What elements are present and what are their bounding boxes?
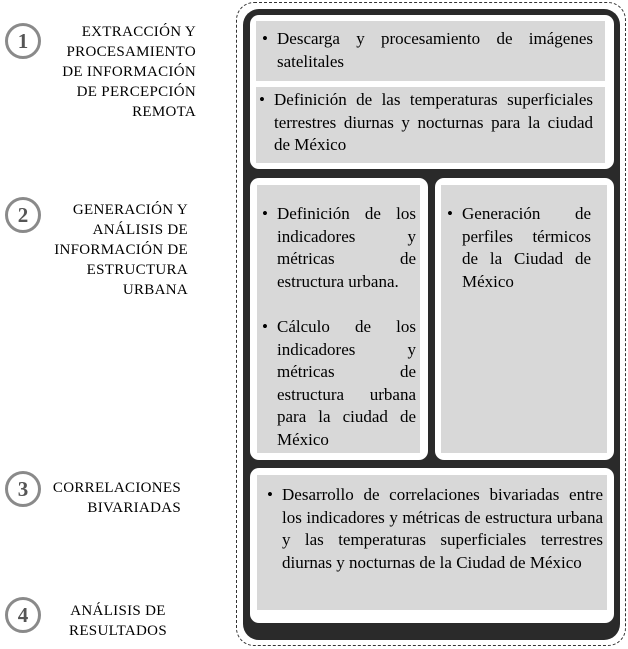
step-3-circle <box>5 471 41 507</box>
bullet-icon: • <box>267 485 273 504</box>
bullet-icon: • <box>262 204 268 223</box>
step-1-number: 1 <box>17 28 29 53</box>
step-4-number: 4 <box>17 602 29 627</box>
step-2-label: GENERACIÓN Y ANÁLISIS DE INFORMACIÓN DE ESTRUCTURA URBANA <box>54 202 188 298</box>
bullet-icon: • <box>262 317 268 336</box>
box-surface-temperatures: • Definición de las temperaturas superficiales terrestres diurnas y nocturnas para la ciudad de México <box>256 87 605 163</box>
step-4-label: ANÁLISIS DE RESULTADOS <box>69 603 167 639</box>
step-1-circle <box>5 23 41 59</box>
step-3-number: 3 <box>17 476 29 501</box>
bullet-icon: • <box>259 90 265 109</box>
step-2-number: 2 <box>17 202 29 227</box>
bullet-icon: • <box>447 204 453 223</box>
step-4-circle <box>5 597 41 633</box>
bullet-icon: • <box>262 29 268 48</box>
step-1-label: EXTRACCIÓN Y PROCESAMIENTO DE INFORMACIÓN DE PERCEPCIÓN REMOTA <box>62 24 196 120</box>
box-urban-indicators: • Definición de los indicadores y métricas de estructura urbana. • Cálculo de los indicadores y métricas de estructura urbana para la ciudad de México <box>257 185 420 453</box>
step-3-label: CORRELACIONES BIVARIADAS <box>52 480 181 516</box>
box-thermal-profiles: • Generación de perfiles térmicos de la Ciudad de México <box>441 185 607 453</box>
box-bivariate-correlations: • Desarrollo de correlaciones bivariadas entre los indicadores y métricas de estructura urbana y las temperaturas superficiales terrestres diurnas y nocturnas de la Ciudad de México <box>257 475 607 610</box>
box-download-satellite-images: • Descarga y procesamiento de imágenes satelitales <box>256 21 605 81</box>
